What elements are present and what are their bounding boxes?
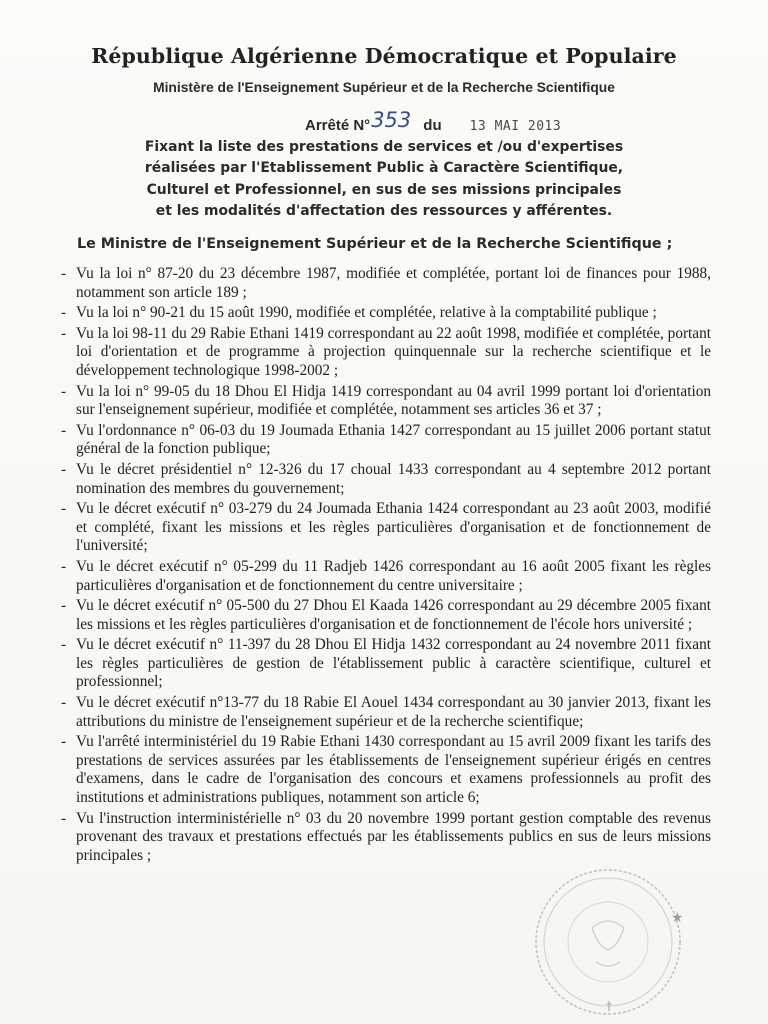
republic-title: République Algérienne Démocratique et Populaire xyxy=(91,44,677,68)
minister-heading: Le Ministre de l'Enseignement Supérieur et de la Recherche Scientifique ; xyxy=(77,236,673,252)
subject-line: Fixant la liste des prestations de services et /ou d'expertises xyxy=(144,139,624,155)
visa-text: Vu la loi n° 90-21 du 15 août 1990, modifiée et complétée, relative à la comptabilité publique ; xyxy=(76,304,657,322)
visa-dash: - xyxy=(61,382,67,400)
visa-item xyxy=(61,325,711,381)
visas-list xyxy=(61,265,711,867)
visa-dash: - xyxy=(61,304,67,322)
visa-dash: - xyxy=(61,265,67,282)
visa-dash: - xyxy=(61,500,67,518)
visa-dash: - xyxy=(61,597,67,615)
visa-item xyxy=(61,422,711,459)
date-stamp: 13 MAI 2013 xyxy=(469,119,562,134)
subject-line: et les modalités d'affectation des ressources y afférentes. xyxy=(155,202,613,219)
decree-line xyxy=(305,108,562,135)
visa-dash: - xyxy=(61,694,67,712)
visa-item xyxy=(61,304,711,323)
visa-text: Vu le décret exécutif n° 11-397 du 28 Dhou El Hidja 1432 correspondant au 24 novembre 2011 fixant les règles particulières de gestion de l'établissement public à caractère scientifique, culturel et professionnel; xyxy=(76,636,711,691)
visa-dash: - xyxy=(61,636,67,654)
subject-line: Culturel et Professionnel, en sus de ses missions principales xyxy=(146,181,622,198)
visa-text: Vu le décret exécutif n° 05-500 du 27 Dhou El Kaada 1426 correspondant au 29 décembre 2005 fixant les missions et les règles particulières d'organisation et de fonctionnement de l'école hors université ; xyxy=(76,597,711,633)
subject-line: réalisées par l'Etablissement Public à Caractère Scientifique, xyxy=(144,160,624,177)
visa-dash: - xyxy=(61,557,67,575)
decree-subject xyxy=(0,137,768,222)
visa-text: Vu la loi 98-11 du 29 Rabie Ethani 1419 correspondant au 22 août 1998, modifiée et complétée, portant loi d'orientation et de programme à projection quinquennale sur la recherche scientifique et le développement technologique 1998-2002 ; xyxy=(76,324,711,379)
visa-item xyxy=(61,733,711,807)
official-seal-icon xyxy=(532,866,684,1018)
visa-item xyxy=(61,597,711,634)
visa-text: Vu le décret exécutif n° 03-279 du 24 Joumada Ethania 1424 correspondant au 23 août 2003, modifié et complété, fixant les missions et les règles particulières d'organisation et de fonctionnement de l'université; xyxy=(76,500,711,555)
decree-prefix: Arrêté N° xyxy=(305,117,371,134)
visa-item xyxy=(61,383,711,420)
svg-text:†: † xyxy=(606,999,612,1013)
decree-number: 353 xyxy=(371,108,412,132)
visa-dash: - xyxy=(61,421,67,439)
svg-text:★: ★ xyxy=(671,910,684,926)
visa-text: Vu le décret exécutif n° 05-299 du 11 Radjeb 1426 correspondant au 16 août 2005 fixant les règles particulières d'organisation et de fonctionnement du centre universitaire ; xyxy=(76,557,711,594)
visa-item xyxy=(61,461,711,498)
visa-item xyxy=(61,558,711,595)
visa-dash: - xyxy=(61,460,67,478)
visa-item xyxy=(61,265,711,302)
visa-text: Vu l'instruction interministérielle n° 03 du 20 novembre 1999 portant gestion comptable des revenus provenant des travaux et prestations effectués par les établissements publics en sus de leurs missions principales ; xyxy=(76,809,711,864)
visa-dash: - xyxy=(61,324,67,342)
visa-text: Vu l'ordonnance n° 06-03 du 19 Joumada Ethania 1427 correspondant au 15 juillet 2006 portant statut général de la fonction publique; xyxy=(76,421,711,458)
visa-text: Vu le décret présidentiel n° 12-326 du 17 choual 1433 correspondant au 4 septembre 2012 portant nomination des membres du gouvernement; xyxy=(76,460,711,497)
visa-item xyxy=(61,810,711,866)
visa-dash: - xyxy=(61,809,67,827)
visa-item xyxy=(61,500,711,556)
visa-item xyxy=(61,636,711,692)
visa-text: Vu la loi n° 87-20 du 23 décembre 1987, modifiée et complétée, portant loi de finances pour 1988, notamment son article 189 ; xyxy=(76,265,711,301)
visa-dash: - xyxy=(61,733,67,751)
ministry-title: Ministère de l'Enseignement Supérieur et de la Recherche Scientifique xyxy=(153,80,615,95)
decree-du: du xyxy=(423,117,442,134)
visa-text: Vu l'arrêté interministériel du 19 Rabie Ethani 1430 correspondant au 15 avril 2009 fixant les tarifs des prestations de services assurées par les établissements de l'enseignement supérieur érigés en centres d'examens, dans le cadre de l'organisation des concours et examens professionnels au profit des institutions et administrations publiques, notamment son article 6; xyxy=(76,733,711,807)
visa-text: Vu la loi n° 99-05 du 18 Dhou El Hidja 1419 correspondant au 04 avril 1999 portant loi d'orientation sur l'enseignement supérieur, modifiée et complétée, notamment ses articles 36 et 37 ; xyxy=(76,382,711,419)
visa-text: Vu le décret exécutif n°13-77 du 18 Rabie El Aouel 1434 correspondant au 30 janvier 2013, fixant les attributions du ministre de l'enseignement supérieur et de la recherche scientifique; xyxy=(76,694,711,730)
visa-item xyxy=(61,694,711,731)
